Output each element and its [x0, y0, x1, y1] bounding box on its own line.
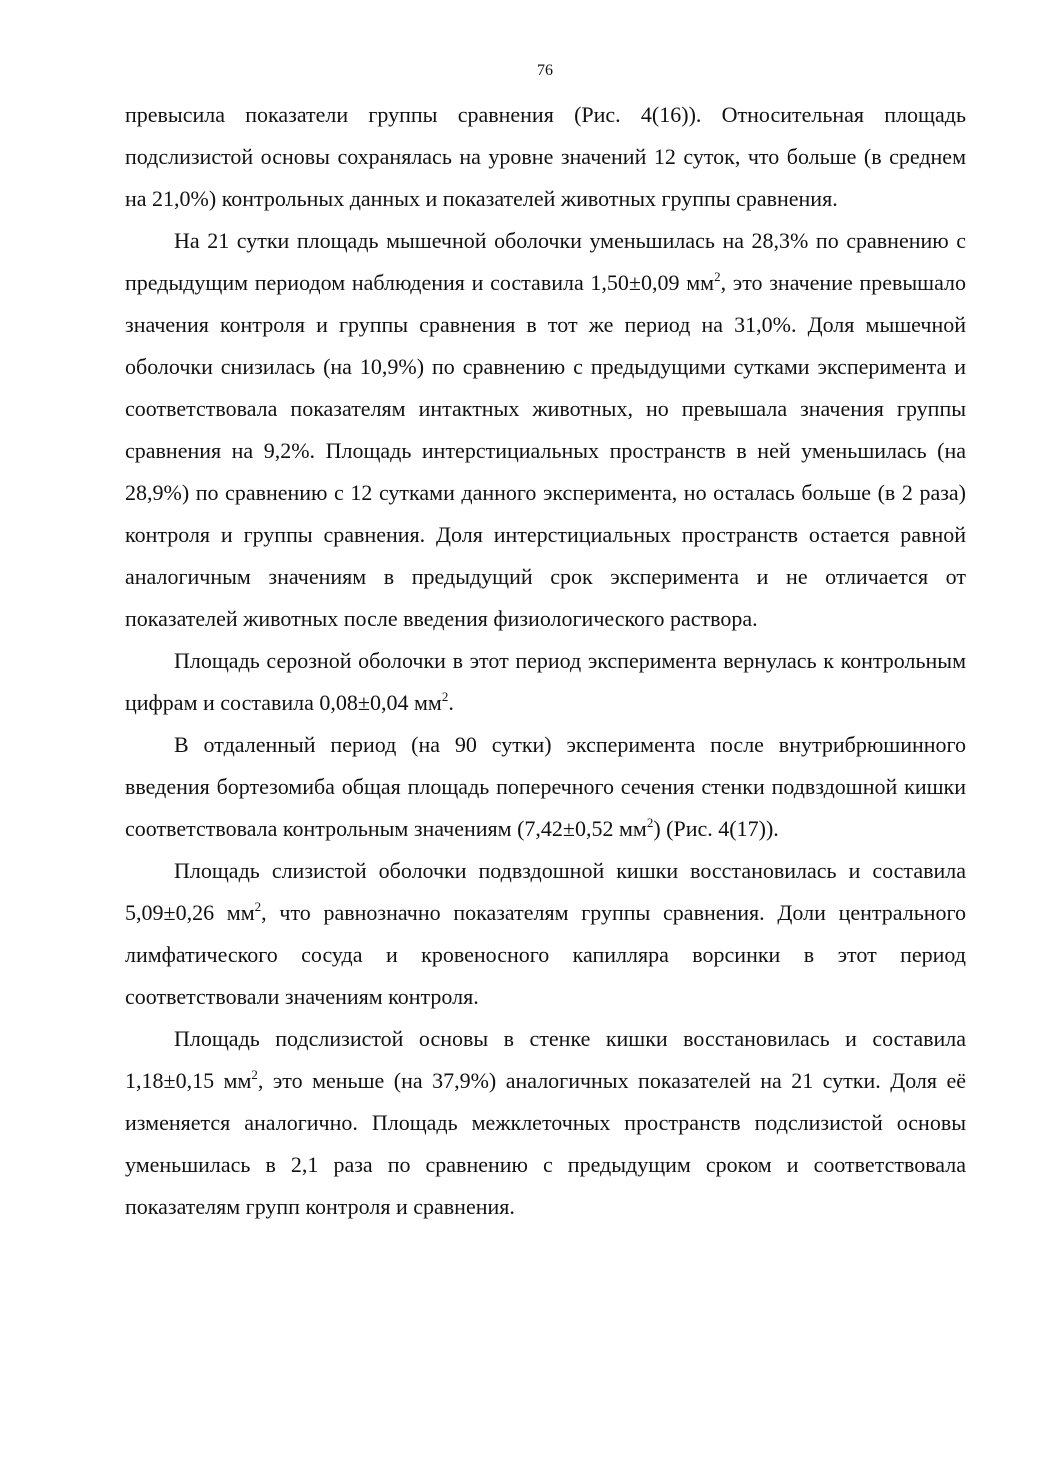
- paragraph-text: На 21 сутки площадь мышечной оболочки уменьшилась на 28,3% по сравнению с предыдущим периодом наблюдения и составила 1,50±0,09 мм: [125, 228, 966, 295]
- superscript: 2: [254, 899, 262, 914]
- superscript: 2: [251, 1067, 258, 1082]
- paragraph: [125, 1018, 966, 1228]
- paragraph-text: Площадь слизистой оболочки подвздошной кишки восстановилась и составила 5,09±0,26 мм: [125, 858, 966, 925]
- paragraph: превысила показатели группы сравнения (Рис. 4(16)). Относительная площадь подслизистой основы сохранялась на уровне значений 12 суток, что больше (в среднем на 21,0%) контрольных данных и показателей животных группы сравнения.: [125, 102, 966, 211]
- paragraph-text: , это значение превышало значения контроля и группы сравнения в тот же период на 31,0%. Доля мышечной оболочки снизилась (на 10,9%) по сравнению с предыдущими сутками эксперимента и соответствовала показателям интактных животных, но превышала значения группы сравнения на 9,2%. Площадь интерстициальных пространств в ней уменьшилась (на 28,9%) по сравнению с 12 сутками данного эксперимента, но осталась больше (в 2 раза) контроля и группы сравнения. Доля интерстициальных пространств остается равной аналогичным значениям в предыдущий срок эксперимента и не отличается от показателей животных после введения физиологического раствора.: [125, 270, 967, 631]
- paragraph-text: , что равнозначно показателям группы сравнения. Доли центрального лимфатического сосуда и кровеносного капилляра ворсинки в этот период соответствовали значениям контроля.: [125, 900, 966, 1009]
- superscript: 2: [646, 815, 654, 830]
- body-text: [125, 94, 966, 1228]
- paragraph: [125, 850, 966, 1018]
- paragraph-text: .: [448, 690, 454, 715]
- superscript: 2: [441, 689, 449, 704]
- paragraph: [125, 640, 966, 724]
- paragraph-text: Площадь подслизистой основы в стенке кишки восстановилась и составила 1,18±0,15 мм: [125, 1026, 966, 1093]
- paragraph: [125, 724, 966, 850]
- paragraph-text: Площадь серозной оболочки в этот период эксперимента вернулась к контрольным цифрам и составила 0,08±0,04 мм: [125, 648, 966, 715]
- page-number: 76: [537, 62, 553, 79]
- paragraph: [125, 220, 966, 640]
- paragraph-text: , это меньше (на 37,9%) аналогичных показателей на 21 сутки. Доля её изменяется аналогично. Площадь межклеточных пространств подслизистой основы уменьшилась в 2,1 раза по сравнению с предыдущим сроком и соответствовала показателям групп контроля и сравнения.: [125, 1068, 966, 1219]
- paragraph-text: В отдаленный период (на 90 сутки) эксперимента после внутрибрюшинного введения бортезомиба общая площадь поперечного сечения стенки подвздошной кишки соответствовала контрольным значениям (7,42±0,52 мм: [125, 732, 966, 841]
- paragraph-text: ) (Рис. 4(17)).: [653, 816, 779, 841]
- superscript: 2: [714, 269, 721, 284]
